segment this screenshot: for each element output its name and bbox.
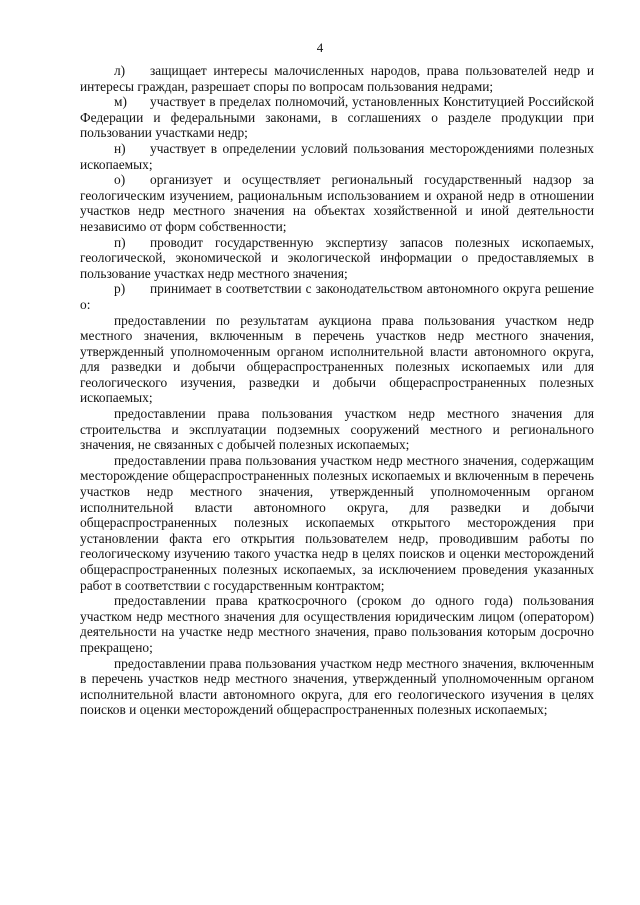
- item-text: принимает в соответствии с законодательством автономного округа решение о:: [80, 281, 594, 312]
- list-item-o: [80, 172, 594, 234]
- item-text: проводит государственную экспертизу запасов полезных ископаемых, геологической, экономической и экологической информации о предоставляемых в пользование участках недр местного значения;: [80, 234, 594, 281]
- item-label: н): [114, 140, 126, 156]
- document-body: [80, 63, 594, 718]
- item-label: м): [114, 94, 127, 110]
- list-item-r: [80, 281, 594, 312]
- item-text: участвует в определении условий пользования месторождениями полезных ископаемых;: [80, 140, 594, 172]
- list-item-p: [80, 235, 594, 282]
- item-text: защищает интересы малочисленных народов, права пользователей недр и интересы граждан, разрешает споры по вопросам пользования недрами;: [80, 63, 594, 94]
- page-number: 4: [316, 40, 324, 55]
- item-label: л): [114, 63, 126, 78]
- item-text: участвует в пределах полномочий, установленных Конституцией Российской Федерации и федеральными законами, в соглашениях о разделе продукции при пользовании участками недр;: [80, 94, 594, 141]
- item-label: р): [114, 281, 126, 297]
- item-label: о): [114, 172, 126, 188]
- paragraph-discovered-deposit: предоставлении права пользования участком недр местного значения, содержащим месторождение общераспространенных полезных ископаемых и включенным в перечень участков недр местного значения, утвержденный уполномоченным органом исполнительной власти автономного округа, для разведки и добычи общераспространенных полезных ископаемых открытого месторождения при установлении факта его открытия пользователем недр, проводившим работы по геологическому изучению такого участка недр в целях поисков и оценки месторождений общераспространенных полезных ископаемых, за исключением проведения указанных работ в соответствии с государственным контрактом;: [80, 452, 594, 593]
- item-label: п): [114, 234, 126, 250]
- paragraph-underground-structures: предоставлении права пользования участком недр местного значения для строительства и эксплуатации подземных сооружений местного и регионального значения, не связанных с добычей полезных ископаемых;: [80, 406, 594, 453]
- list-item-l: [80, 63, 594, 94]
- paragraph-auction: предоставлении по результатам аукциона права пользования участком недр местного значения, включенным в перечень участков недр местного значения, утвержденный уполномоченным органом исполнительной власти автономного округа, для разведки и добычи общераспространенных полезных ископаемых или для геологического изучения, разведки и добычи общераспространенных полезных ископаемых;: [80, 312, 594, 406]
- list-item-n: [80, 141, 594, 172]
- paragraph-geological-study: предоставлении права пользования участком недр местного значения, включенным в перечень участков недр местного значения, утвержденный уполномоченным органом исполнительной власти автономного округа, для его геологического изучения в целях поисков и оценки месторождений общераспространенных полезных ископаемых;: [80, 655, 594, 718]
- item-text: организует и осуществляет региональный государственный надзор за геологическим изучением, рациональным использованием и охраной недр в отношении участков недр местного значения на объектах хозяйственной и иной деятельности независимо от форм собственности;: [80, 172, 594, 234]
- paragraph-short-term-use: предоставлении права краткосрочного (сроком до одного года) пользования участком недр местного значения для осуществления юридическим лицом (оператором) деятельности на участке недр местного значения, право пользования которым досрочно прекращено;: [80, 593, 594, 655]
- list-item-m: [80, 94, 594, 141]
